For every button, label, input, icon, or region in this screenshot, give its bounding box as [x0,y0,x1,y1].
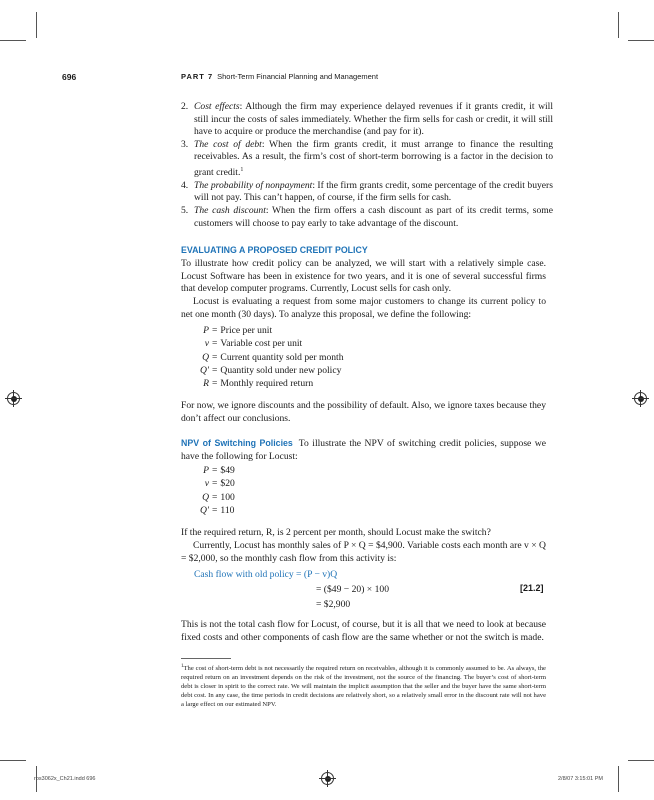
equation-line: = $2,900 [316,599,351,610]
definition: v = Variable cost per unit [204,338,303,350]
definition: Q = Current quantity sold per month [202,351,344,363]
value-row: Q = 100 [202,491,235,503]
crop-mark [618,12,619,38]
paragraph: This is not the total cash flow for Locust, of course, but it is all that we need to look at because fixed costs and other components of cash flow are the same whether or not the switch is made. [181,619,546,643]
paragraph: Locust is evaluating a request from some major customers to change its current policy to net one month (30 days). To analyze this proposal, we define the following: [181,296,546,320]
footnote: $^1$The cost of short-term debt is not necessarily the required return on receivables, although it is commonly assumed to be. As always, the required return on an investment depends on the risk of the investment, not the source of the financing. The buyer’s cost of short-term debt is closer in spirit to the correct rate. We will maintain the implicit assumption that the seller and the buyer have the same short-term debt cost. In any case, the time periods in credit decisions are relatively short, so a relatively small error in the discount rate will not have a large effect on our estimated NPV. [181,664,546,709]
list-item: 4. The probability of nonpayment: If the firm grants credit, some percentage of the credit buyers will not pay. This can’t happen, of course, if the firm sells for cash. [181,179,553,204]
equation-line: = ($49 − 20) × 100 [316,584,389,595]
equation-number: [21.2] [520,583,544,593]
section-heading: EVALUATING A PROPOSED CREDIT POLICY [181,245,368,255]
definition: P = Price per unit [203,325,273,336]
print-slug-timestamp: 2/8/07 3:15:01 PM [558,776,603,782]
page-number: 696 [62,72,77,82]
part-label: PART 7 [181,72,214,81]
paragraph: If the required return, R, is 2 percent per month, should Locust make the switch? [181,527,491,538]
crop-mark [36,12,37,38]
registration-mark-icon [7,392,20,405]
print-slug-filename: ros3062x_Ch21.indd 696 [34,776,96,782]
registration-mark-icon [321,772,334,785]
registration-mark-icon [634,392,647,405]
paragraph: NPV of Switching Policies To illustrate the NPV of switching credit policies, suppose we have the following for Locust: [181,438,546,462]
crop-mark [0,760,26,761]
footnote-ref[interactable]: 1 [240,166,244,173]
paragraph: To illustrate how credit policy can be analyzed, we will start with a relatively simple case. Locust Software has been in existence for two years, and it is one of several successful firms that develop computer programs. Currently, Locust sells for cash only. [181,258,546,295]
value-row: Q′ = 110 [199,504,235,516]
value-row: P = $49 [203,465,235,476]
values-list [195,465,235,518]
part-title: Short-Term Financial Planning and Management [217,72,379,81]
paragraph: Currently, Locust has monthly sales of P × Q = $4,900. Variable costs each month are v × Q = $2,000, so the monthly cash flow from this activity is: [181,540,546,564]
equation-label: Cash flow with old policy = (P − v)Q [194,569,338,580]
list-item: 2. Cost effects: Although the firm may experience delayed revenues if it grants credit, it will still incur the costs of sales immediately. Whether the firm sells for cash or credit, it will still have to acquire or produce the merchandise (and pay for it). [181,101,553,138]
crop-mark [0,40,26,41]
considerations-list [181,101,553,230]
definitions-list [195,325,344,391]
crop-mark [628,40,654,41]
footnote-divider [181,658,231,659]
definition: R = Monthly required return [203,378,314,390]
crop-mark [628,760,654,761]
definition: Q′ = Quantity sold under new policy [199,364,342,376]
crop-mark [618,766,619,792]
value-row: v = $20 [204,478,235,490]
running-header [181,72,378,81]
list-item: 3. The cost of debt: When the firm grants credit, it must arrange to finance the resulting receivables. As a result, the firm’s cost of short-term borrowing is a factor in the decision to grant credit.$^1$ [181,138,553,179]
subheading: NPV of Switching Policies [181,438,293,448]
paragraph: For now, we ignore discounts and the possibility of default. Also, we ignore taxes because they don’t affect our conclusions. [181,400,546,424]
list-item: 5. The cash discount: When the firm offers a cash discount as part of its credit terms, some customers will choose to pay early to take advantage of the discount. [181,204,553,229]
